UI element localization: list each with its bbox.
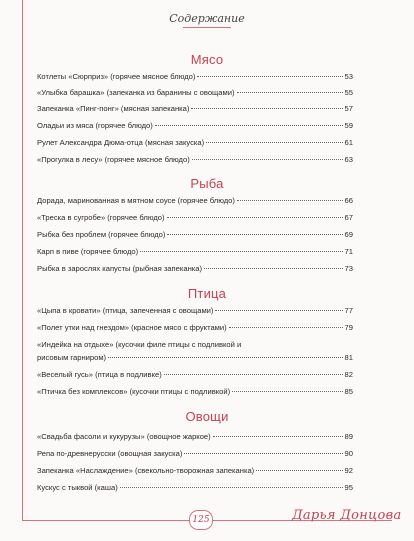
entry-page: 69 <box>344 230 353 239</box>
entry-title: «Прогулка в лесу» (горячее мясное блюдо) <box>37 155 190 164</box>
toc-entry[interactable] <box>37 466 353 476</box>
dot-leader <box>197 76 342 77</box>
entry-title: Запеканка «Пинг-понг» (мясная запеканка) <box>37 104 190 113</box>
section-title-poultry: Птица <box>187 286 227 301</box>
entry-title: «Птичка без комплексов» (кусочки птицы с подливкой) <box>37 387 231 396</box>
entry-title: Рыбка без проблем (горячее блюдо) <box>37 230 166 239</box>
entry-page: 53 <box>344 72 353 81</box>
dot-leader <box>184 453 342 454</box>
dot-leader <box>237 92 343 93</box>
entry-page: 67 <box>344 213 353 222</box>
entry-title: Рулет Александра Дюма-отца (мясная закуска) <box>37 138 205 147</box>
toc-entry[interactable] <box>37 264 353 274</box>
entry-title: «Веселый гусь» (птица в подливке) <box>37 370 162 379</box>
toc-entry[interactable] <box>37 323 353 333</box>
entry-title: Запеканка «Наслаждение» (свекольно-творожная запеканка) <box>37 466 255 475</box>
entry-title: «Свадьба фасоли и кукурузы» (овощное жаркое) <box>37 432 211 441</box>
entry-title: «Улыбка барашка» (запеканка из баранины с овощами) <box>37 88 235 97</box>
entry-page: 85 <box>344 387 353 396</box>
entry-title: Рыбка в зарослях капусты (рыбная запеканка) <box>37 264 203 273</box>
dot-leader <box>213 436 343 437</box>
toc-entry[interactable] <box>37 72 353 82</box>
entry-page: 73 <box>344 264 353 273</box>
toc-entry[interactable] <box>37 155 353 165</box>
dot-leader <box>120 487 343 488</box>
section-title-meat: Мясо <box>190 52 224 67</box>
entry-title-line1: «Индейка на отдыхе» (кусочки филе птицы с подливкой и <box>37 340 242 349</box>
toc-entry[interactable] <box>37 138 353 148</box>
section-title-fish: Рыба <box>190 176 224 191</box>
entry-page: 66 <box>344 196 353 205</box>
toc-entry[interactable] <box>37 196 353 206</box>
entry-title: «Цыпа в кровати» (птица, запеченная с овощами) <box>37 306 214 315</box>
entry-page: 59 <box>344 121 353 130</box>
dot-leader <box>256 470 342 471</box>
entry-title: Котлеты «Сюрприз» (горячее мясное блюдо) <box>37 72 196 81</box>
entry-page: 81 <box>344 353 353 362</box>
entry-page: 90 <box>344 449 353 458</box>
entry-page: 71 <box>344 247 353 256</box>
entry-title: Карп в пиве (горячее блюдо) <box>37 247 139 256</box>
entry-page: 77 <box>344 306 353 315</box>
toc-entry-multiline[interactable] <box>37 340 353 363</box>
dot-leader <box>108 357 342 358</box>
page-frame-vertical <box>22 0 23 520</box>
section-title-vegetables: Овощи <box>185 409 229 424</box>
toc-entry[interactable] <box>37 213 353 223</box>
entry-page: 89 <box>344 432 353 441</box>
entry-page: 82 <box>344 370 353 379</box>
entry-title: Оладьи из мяса (горячее блюдо) <box>37 121 153 130</box>
entry-page: 61 <box>344 138 353 147</box>
entry-title-line2: рисовым гарниром) <box>37 353 107 362</box>
dot-leader <box>232 391 342 392</box>
toc-entry[interactable] <box>37 104 353 114</box>
entry-page: 63 <box>344 155 353 164</box>
toc-entry[interactable] <box>37 432 353 442</box>
dot-leader <box>164 374 343 375</box>
entry-title: «Треска в сугробе» (горячее блюдо) <box>37 213 165 222</box>
entry-title: Кускус с тыквой (каша) <box>37 483 118 492</box>
author-signature: Дарья Донцова <box>292 508 402 523</box>
dot-leader <box>191 108 342 109</box>
toc-entry[interactable] <box>37 230 353 240</box>
entry-title: Дорада, маринованная в мятном соусе (горячее блюдо) <box>37 196 235 205</box>
page-title: Содержание <box>0 12 414 25</box>
toc-entry[interactable] <box>37 247 353 257</box>
toc-entry[interactable] <box>37 483 353 493</box>
entry-title: Репа по-древнерусски (овощная закуска) <box>37 449 183 458</box>
entry-page: 55 <box>344 88 353 97</box>
dot-leader <box>204 268 343 269</box>
dot-leader <box>192 159 343 160</box>
toc-entry[interactable] <box>37 121 353 131</box>
toc-entry[interactable] <box>37 370 353 380</box>
dot-leader <box>206 142 342 143</box>
dot-leader <box>229 327 343 328</box>
dot-leader <box>167 217 343 218</box>
entry-page: 95 <box>344 483 353 492</box>
entry-page: 57 <box>344 104 353 113</box>
dot-leader <box>167 234 342 235</box>
dot-leader <box>140 251 342 252</box>
page-number-badge: 125 <box>189 510 213 530</box>
entry-page: 79 <box>344 323 353 332</box>
toc-entry[interactable] <box>37 449 353 459</box>
toc-entry[interactable] <box>37 306 353 316</box>
toc-entry[interactable] <box>37 387 353 397</box>
dot-leader <box>155 125 343 126</box>
toc-entry[interactable] <box>37 88 353 98</box>
entry-page: 92 <box>344 466 353 475</box>
entry-title: «Полет утки над гнездом» (красное мясо с фруктами) <box>37 323 227 332</box>
dot-leader <box>215 310 342 311</box>
dot-leader <box>237 200 343 201</box>
